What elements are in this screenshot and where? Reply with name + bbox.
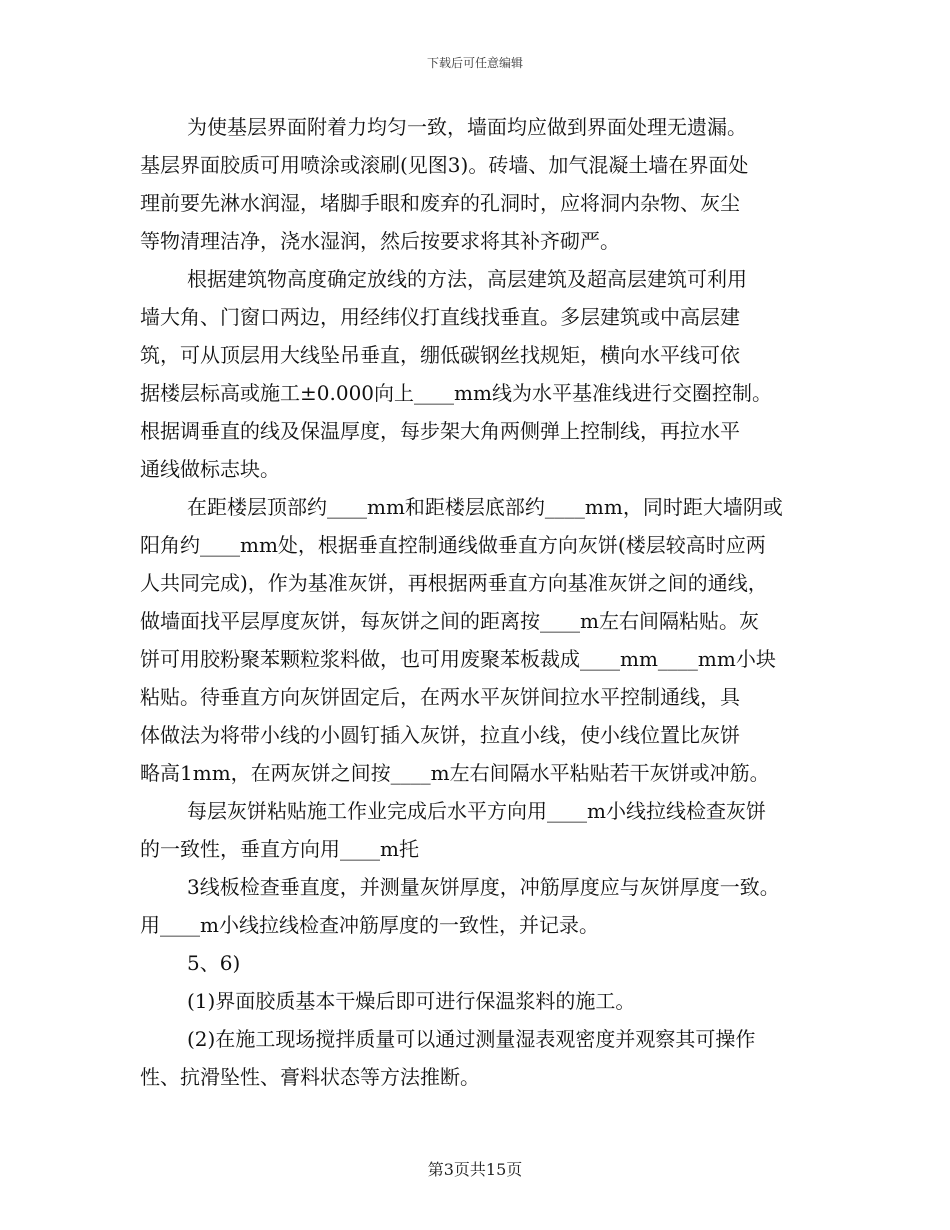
- page-footer: 第3页共15页: [427, 1160, 523, 1179]
- text-line: 饼可用胶粉聚苯颗粒浆料做，也可用废聚苯板裁成____mm____mm小块: [140, 647, 776, 671]
- text-line: 据楼层标高或施工±0.000向上____mm线为水平基准线进行交圈控制。: [140, 381, 772, 405]
- text-line: 为使基层界面附着力均匀一致，墙面均应做到界面处理无遗漏。: [187, 115, 747, 139]
- text-line: 人共同完成)，作为基准灰饼，再根据两垂直方向基准灰饼之间的通线，: [140, 571, 768, 595]
- text-line: 性、抗滑坠性、膏料状态等方法推断。: [140, 1065, 480, 1089]
- text-line: 等物清理洁净，浇水湿润，然后按要求将其补齐砌严。: [140, 229, 620, 253]
- text-line: 每层灰饼粘贴施工作业完成后水平方向用____m小线拉线检查灰饼: [187, 799, 766, 823]
- text-line: 的一致性，垂直方向用____m托: [140, 837, 419, 861]
- text-line: 用____m小线拉线检查冲筋厚度的一致性，并记录。: [140, 913, 599, 937]
- document-body: [140, 108, 830, 1096]
- text-line: 根据建筑物高度确定放线的方法，高层建筑及超高层建筑可利用: [187, 267, 747, 291]
- text-line: 基层界面胶质可用喷涂或滚刷(见图3)。砖墙、加气混凝土墙在界面处: [140, 153, 749, 177]
- text-line: 体做法为将带小线的小圆钉插入灰饼，拉直小线，使小线位置比灰饼: [140, 723, 740, 747]
- text-line: 粘贴。待垂直方向灰饼固定后，在两水平灰饼间拉水平控制通线，具: [140, 685, 740, 709]
- text-line: 做墙面找平层厚度灰饼，每灰饼之间的距离按____m左右间隔粘贴。灰: [140, 609, 759, 633]
- text-line: (1)界面胶质基本干燥后即可进行保温浆料的施工。: [187, 989, 636, 1013]
- text-line: 根据调垂直的线及保温厚度，每步架大角两侧弹上控制线，再拉水平: [140, 419, 740, 443]
- text-line: 筑，可从顶层用大线坠吊垂直，绷低碳钢丝找规矩，横向水平线可依: [140, 343, 740, 367]
- text-line: 阳角约____mm处，根据垂直控制通线做垂直方向灰饼(楼层较高时应两: [140, 533, 766, 557]
- text-line: 墙大角、门窗口两边，用经纬仪打直线找垂直。多层建筑或中高层建: [140, 305, 740, 329]
- text-line: 在距楼层顶部约____mm和距楼层底部约____mm，同时距大墙阴或: [187, 495, 783, 519]
- text-line: 理前要先淋水润湿，堵脚手眼和废弃的孔洞时，应将洞内杂物、灰尘: [140, 191, 740, 215]
- page-header: 下载后可任意编辑: [426, 56, 523, 70]
- text-line: 5、6): [187, 951, 241, 975]
- text-line: 通线做标志块。: [140, 457, 280, 481]
- text-line: 3线板检查垂直度，并测量灰饼厚度，冲筋厚度应与灰饼厚度一致。: [187, 875, 780, 899]
- text-line: (2)在施工现场搅拌质量可以通过测量湿表观密度并观察其可操作: [187, 1027, 756, 1051]
- text-line: 略高1mm，在两灰饼之间按____m左右间隔水平粘贴若干灰饼或冲筋。: [140, 761, 770, 785]
